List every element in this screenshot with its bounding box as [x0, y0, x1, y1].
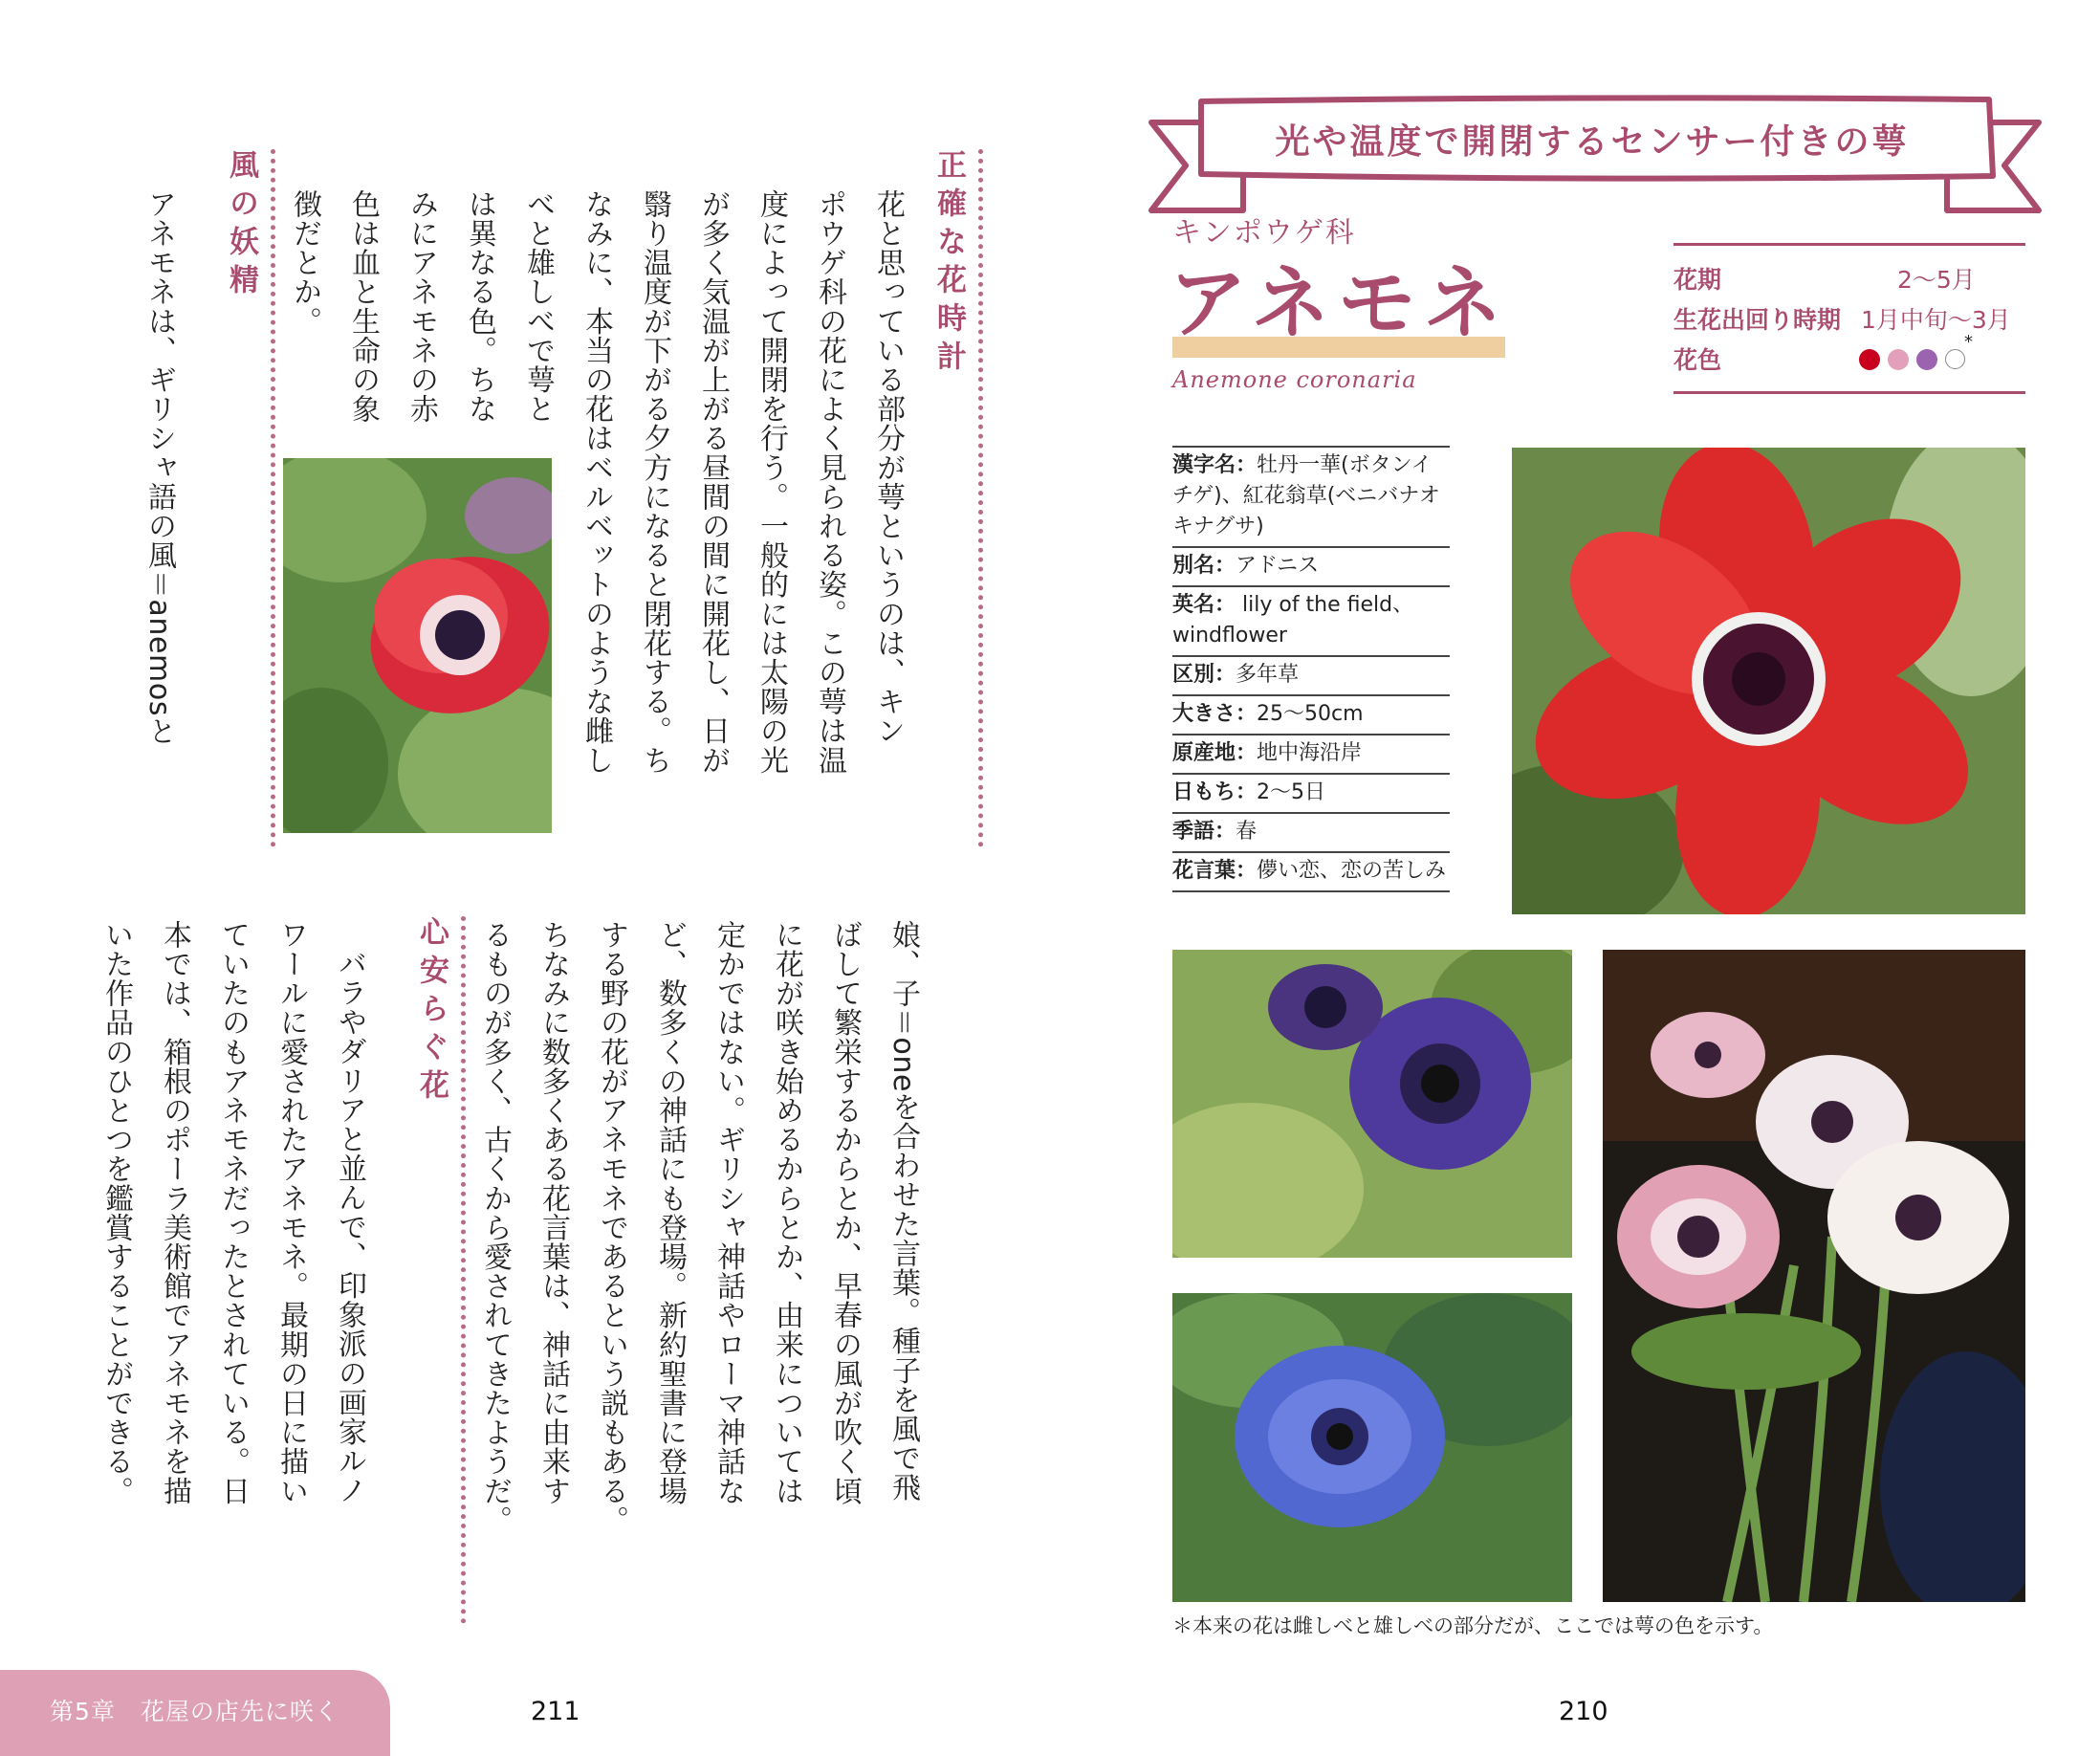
banner-title: 光や温度で開閉するセンサー付きの萼 — [1275, 122, 1910, 162]
text-column: ちなみに数多くある花言葉は、神話に由来す — [536, 920, 570, 1505]
photo-purple-anemone — [1172, 950, 1572, 1258]
text-column: 花と思っている部分が萼というのは、キン — [871, 189, 905, 746]
text-column: は異なる色。ちな — [463, 189, 496, 424]
plant-name: アネモネ — [1169, 258, 1510, 349]
info-box — [1673, 243, 2025, 394]
text-column: に花が咲き始めるからとか、由来については — [770, 920, 803, 1505]
chapter-tab — [0, 1670, 390, 1756]
text-column: ど、数多くの神話にも登場。新約聖書に登場 — [653, 920, 687, 1505]
text-column: 娘、子＝oneを合わせた言葉。種子を風で飛 — [886, 920, 920, 1503]
text-column: いた作品のひとつを鑑賞することができる。 — [99, 920, 133, 1505]
color-label: 花色 — [1673, 346, 1722, 374]
spec-row: 花言葉：儚い恋、恋の苦しみ — [1172, 853, 1450, 892]
text-column: ばして繁栄するからとか、早春の風が吹く頃 — [828, 920, 862, 1505]
text-column: 定かではない。ギリシャ神話やローマ神話な — [711, 920, 745, 1505]
text-column: ていたのもアネモネだったとされている。日 — [216, 920, 250, 1505]
page-number-right: 210 — [1559, 1697, 1608, 1726]
text-column: バラやダリアと並んで、印象派の画家ルノ — [333, 949, 366, 1505]
photo-red-anemone-large — [1512, 448, 2025, 914]
text-column: 色は血と生命の象 — [346, 189, 380, 424]
text-column: なみに、本当の花はベルベットのような雌し — [580, 189, 613, 775]
text-column: みにアネモネの赤 — [405, 189, 438, 424]
asterisk: * — [1964, 332, 1973, 352]
spec-row: 別名：アドニス — [1172, 548, 1450, 587]
spec-row: 季語：春 — [1172, 814, 1450, 853]
scientific-name: Anemone coronaria — [1172, 366, 1417, 393]
text-column: 本では、箱根のポーラ美術館でアネモネを描 — [158, 920, 191, 1505]
market-value: 1月中旬〜3月 — [1861, 306, 2011, 334]
text-column: 翳り温度が下がる夕方になると閉花する。ち — [638, 189, 671, 775]
text-block-top — [130, 149, 983, 847]
footnote: ＊本来の花は雌しべと雄しべの部分だが、ここでは萼の色を示す。 — [1172, 1614, 1774, 1637]
text-column: アネモネは、ギリシャ語の風＝anemosと — [142, 189, 176, 746]
photo-blue-anemone — [1172, 1293, 1572, 1602]
spec-row: 原産地：地中海沿岸 — [1172, 735, 1450, 775]
plant-family: キンポウゲ科 — [1172, 216, 1356, 250]
text-column: が多く気温が上がる昼間の間に開花し、日が — [696, 189, 730, 775]
text-column: ポウゲ科の花によく見られる姿。この萼は温 — [813, 189, 846, 775]
color-swatch-white — [1945, 349, 1965, 369]
photo-pink-white-anemones — [1603, 950, 2025, 1602]
text-block-bottom — [87, 916, 983, 1624]
text-column: 度によって開閉を行う。一般的には太陽の光 — [755, 189, 788, 775]
spec-row: 大きさ：25〜50cm — [1172, 696, 1450, 735]
spec-row: 漢字名：牡丹一華(ボタンイチゲ)、紅花翁草(ベニバナオキナグサ) — [1172, 448, 1450, 548]
heading-soothing-flower: 心安らぐ花 — [407, 916, 466, 1624]
spec-row: 英名： lily of the field、windflower — [1172, 587, 1450, 657]
bloom-value: 2〜5月 — [1897, 266, 1976, 294]
market-label: 生花出回り時期 — [1673, 306, 1842, 334]
page-number-left: 211 — [531, 1697, 580, 1726]
text-column: する野の花がアネモネであるという説もある。 — [595, 920, 628, 1535]
color-swatch-purple — [1916, 349, 1937, 370]
heading-accurate-flower-clock: 正確な花時計 — [925, 149, 983, 847]
color-swatch-red — [1859, 349, 1880, 370]
spec-row: 日もち：2〜5日 — [1172, 775, 1450, 814]
bloom-label: 花期 — [1673, 266, 1722, 294]
text-column: ワールに愛されたアネモネ。最期の日に描い — [274, 920, 308, 1505]
spec-row: 区別：多年草 — [1172, 657, 1450, 696]
chapter-title: 第5章 花屋の店先に咲く — [50, 1698, 339, 1725]
text-column: べと雄しべで萼と — [521, 189, 555, 424]
color-swatches — [1859, 332, 1974, 374]
spec-table — [1172, 446, 1450, 892]
text-column: るものが多く、古くから愛されてきたようだ。 — [478, 920, 512, 1535]
color-swatch-pink — [1888, 349, 1909, 370]
heading-wind-fairy: 風の妖精 — [217, 149, 275, 847]
text-column: 徴だとか。 — [288, 189, 321, 336]
photo-red-anemone-small — [283, 458, 552, 833]
